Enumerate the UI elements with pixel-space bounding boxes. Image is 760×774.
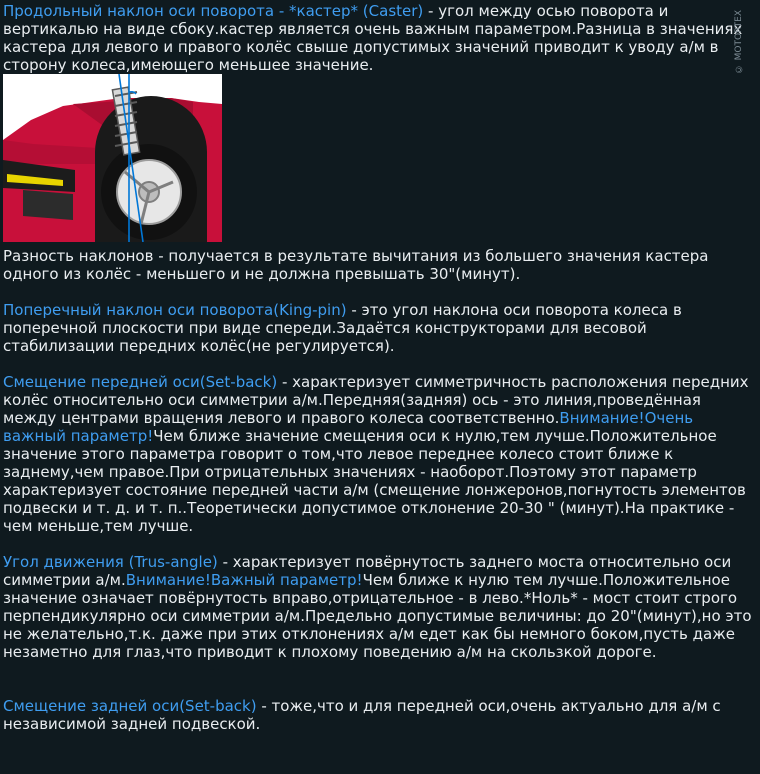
warning-thrust-angle: Внимание!Важный параметр!: [125, 571, 363, 589]
heading-setback-rear: Смещение задней оси(Set-back): [3, 697, 257, 715]
paragraph-caster-diff: [3, 247, 757, 283]
heading-caster: Продольный наклон оси поворота - *кастер* (Caster): [3, 2, 424, 20]
heading-thrust-angle: Угол движения (Trus-angle): [3, 553, 218, 571]
text-setback-front-1: - характеризует симметричность расположения передних колёс относительно оси симметрии а/м.Передняя(задняя) ось - это линия,проведённая между центрами вращения левого и правого колеса соответственно.: [3, 373, 749, 427]
text-caster: - угол между осью поворота и вертикалью на виде сбоку.кастер является очень важным параметром.Разница в значениях кастера для левого и правого колёс свыше допустимых значений приводит к уводу а/м в сторону колеса,имеющего меньшее значение.: [3, 2, 743, 74]
text-kingpin: - это угол наклона оси поворота колеса в поперечной плоскости при виде спереди.Задаётся конструкторами для весовой стабилизации передних колёс(не регулируется).: [3, 301, 682, 355]
text-caster-diff: Разность наклонов - получается в результате вычитания из большего значения кастера одного из колёс - меньшего и не должна превышать 30"(минут).: [3, 247, 709, 283]
text-setback-front-2: Чем ближе значение смещения оси к нулю,тем лучше.Положительное значение этого параметра говорит о том,что левое переднее колесо стоит ближе к заднему,чем правое.При отрицательных значениях - наоборот.Поэтому этот параметр характеризует состояние передней части а/м (смещение лонжеронов,погнутость элементов подвески и т. д. и т. п..Теоретически допустимое отклонение 20-30 " (минут).На практике - чем меньше,тем лучше.: [3, 427, 746, 535]
paragraph-thrust-angle: [3, 553, 757, 661]
text-setback-rear: - тоже,что и для передней оси,очень актуально для а/м с независимой задней подвеской.: [3, 697, 721, 733]
paragraph-caster: [3, 2, 757, 74]
paragraph-kingpin: [3, 301, 757, 355]
warning-setback-front: Внимание!Очень важный параметр!: [3, 409, 694, 445]
text-thrust-angle-1: - характеризует повёрнутость заднего моста относительно оси симметрии а/м.: [3, 553, 732, 589]
paragraph-setback-rear: [3, 697, 757, 733]
text-thrust-angle-2: Чем ближе к нулю тем лучше.Положительное значение означает повёрнутость вправо,отрицательное - в лево.*Ноль* - мост стоит строго перпендикулярно оси симметрии а/м.Предельно допустимые величины: до 20"(минут),но это не желательно,т.к. даже при этих отклонениях а/м едет как бы немного боком,пусть даже незаметно для глаз,что приводит к плохому поведению а/м на скользкой дороге.: [3, 571, 752, 661]
watermark: © MOTORTEX: [734, 10, 744, 74]
heading-setback-front: Смещение передней оси(Set-back): [3, 373, 278, 391]
paragraph-setback-front: [3, 373, 757, 535]
heading-kingpin: Поперечный наклон оси поворота(King-pin): [3, 301, 347, 319]
caster-illustration: [3, 74, 222, 242]
